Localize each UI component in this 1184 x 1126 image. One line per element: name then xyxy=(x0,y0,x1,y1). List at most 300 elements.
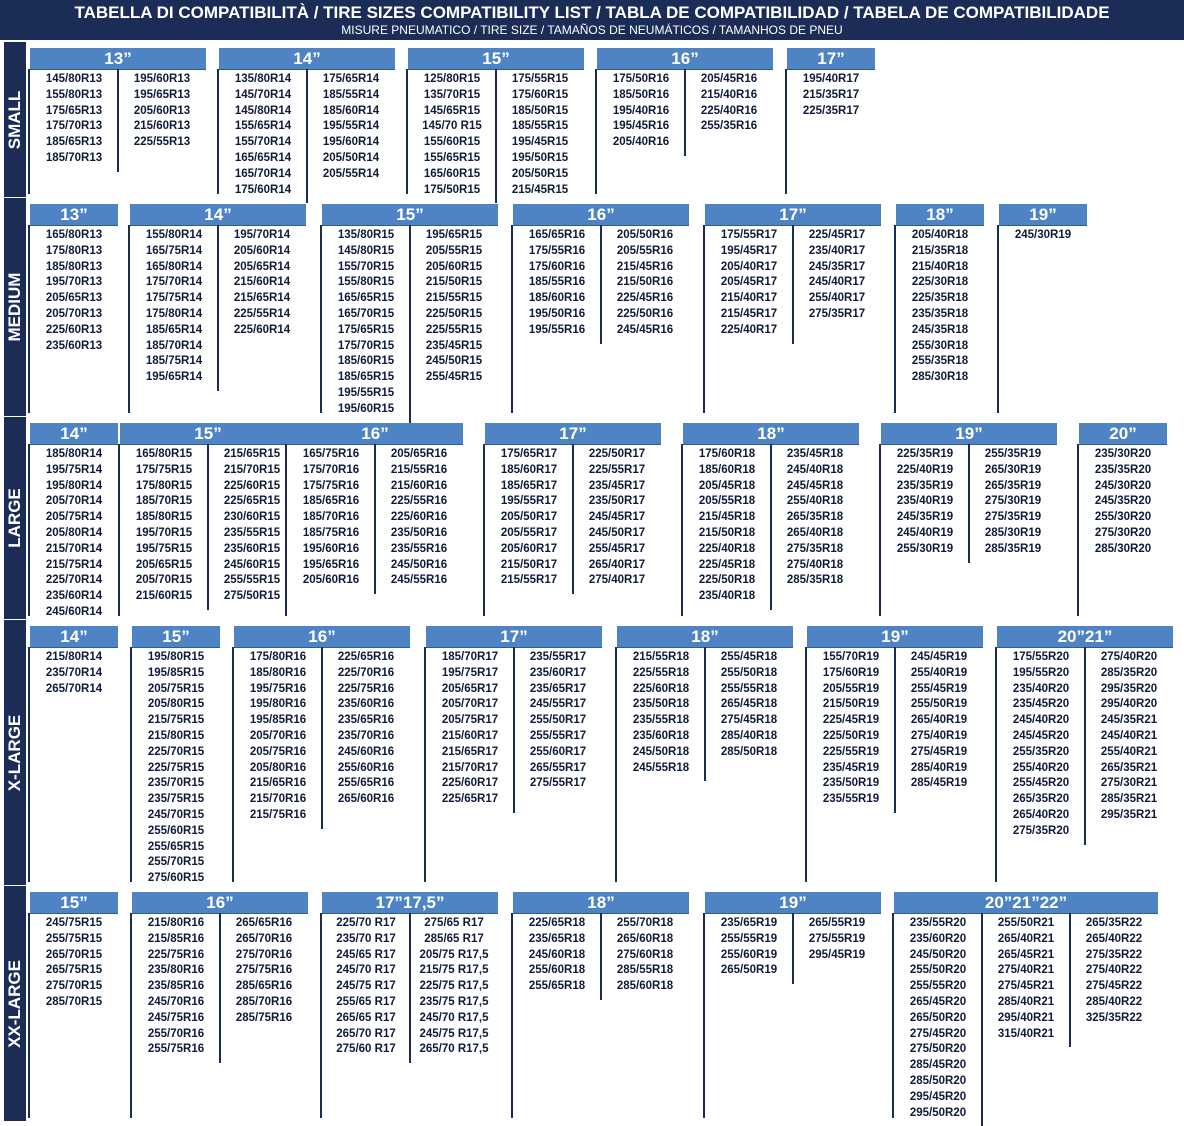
tire-size: 235/40R18 xyxy=(698,590,756,603)
section-label: MEDIUM xyxy=(5,272,24,342)
group-divider xyxy=(130,647,132,882)
rim-size-header: 14” xyxy=(130,204,306,225)
size-column xyxy=(410,913,498,1118)
tire-size: 265/40R19 xyxy=(910,714,968,727)
tire-size: 265/65R16 xyxy=(235,917,293,929)
tire-size: 255/35R20 xyxy=(1012,745,1070,758)
section-label-bar xyxy=(4,42,26,197)
size-column xyxy=(997,647,1085,882)
tire-size: 205/60R14 xyxy=(233,244,291,257)
tire-size: 275/40R19 xyxy=(910,729,968,742)
tire-size: 225/35R19 xyxy=(896,448,954,460)
rim-group xyxy=(705,204,881,413)
page-title: TABELLA DI COMPATIBILITÀ / TIRE SIZES COMPATIBILITY LIST / TABLA DE COMPATIBILIDAD / TABELA DE COMPATIBILIDADE xyxy=(74,3,1110,22)
size-column xyxy=(807,647,895,882)
section-label-bar xyxy=(4,886,26,1121)
tire-size: 205/55R14 xyxy=(322,167,380,180)
group-divider xyxy=(879,444,881,616)
rim-group xyxy=(881,423,1057,616)
tire-size: 175/80R14 xyxy=(145,307,203,320)
tire-size: 205/80R14 xyxy=(45,526,103,539)
size-column xyxy=(793,913,881,1118)
size-columns xyxy=(705,225,881,413)
rim-size-header: 20” xyxy=(1079,423,1167,444)
size-columns xyxy=(787,69,875,194)
column-divider xyxy=(409,913,411,1063)
tire-size: 285/55R18 xyxy=(616,964,674,977)
group-divider xyxy=(28,69,30,194)
tire-size: 135/80R14 xyxy=(234,73,292,85)
size-columns xyxy=(597,69,773,194)
tire-size: 265/55R17 xyxy=(529,761,587,774)
tire-size: 195/40R16 xyxy=(612,104,670,117)
tire-size: 155/80R15 xyxy=(337,276,395,289)
tire-size: 225/65R15 xyxy=(223,495,281,508)
tire-size: 225/45R19 xyxy=(822,714,880,727)
size-column xyxy=(496,69,584,194)
rim-group xyxy=(30,204,118,413)
tire-size: 175/50R15 xyxy=(423,183,481,196)
group-divider xyxy=(785,69,787,194)
tire-size: 145/70 R15 xyxy=(422,120,482,133)
tire-size: 195/85R15 xyxy=(147,666,205,679)
tire-size: 215/55R15 xyxy=(425,292,483,305)
tire-size: 135/80R15 xyxy=(337,229,395,241)
size-column xyxy=(787,69,875,194)
tire-size: 245/75R15 xyxy=(45,917,103,929)
size-columns xyxy=(807,647,983,882)
tire-size: 205/75R16 xyxy=(249,745,307,758)
size-column xyxy=(410,225,498,413)
tire-size: 225/50R15 xyxy=(425,307,483,320)
tire-size: 255/40R19 xyxy=(910,666,968,679)
tire-size: 225/50R19 xyxy=(822,729,880,742)
size-column xyxy=(30,647,118,882)
size-columns xyxy=(881,444,1057,616)
tire-size: 255/40R21 xyxy=(1100,745,1158,758)
tire-size: 255/55R20 xyxy=(909,980,967,993)
tire-size: 245/60R18 xyxy=(528,948,586,961)
tire-size: 245/55R18 xyxy=(632,761,690,774)
tire-size: 165/65R14 xyxy=(234,151,292,164)
rim-group xyxy=(287,423,463,616)
tire-size: 155/60R15 xyxy=(423,136,481,149)
tire-size: 155/70R19 xyxy=(822,651,880,663)
tire-size: 185/60R17 xyxy=(500,463,558,476)
tire-size: 245/40R18 xyxy=(786,463,844,476)
group-divider xyxy=(424,647,426,882)
group-divider xyxy=(703,913,705,1118)
size-column xyxy=(793,225,881,413)
tire-size: 265/55R19 xyxy=(808,917,866,929)
column-divider xyxy=(981,913,983,1126)
tire-size: 165/75R16 xyxy=(302,448,360,460)
tire-size: 295/45R19 xyxy=(808,948,866,961)
tire-size: 195/65R14 xyxy=(145,371,203,384)
tire-size: 235/65R18 xyxy=(528,932,586,945)
tire-size: 285/70R16 xyxy=(235,995,293,1008)
size-column xyxy=(513,225,601,413)
tire-size: 225/70R15 xyxy=(147,745,205,758)
tire-size: 275/35R20 xyxy=(1012,824,1070,837)
rim-group xyxy=(513,892,689,1118)
size-column xyxy=(705,225,793,413)
tire-size: 235/60R14 xyxy=(45,590,103,603)
tire-size: 285/70R15 xyxy=(45,995,103,1008)
size-column xyxy=(597,69,685,194)
size-columns xyxy=(617,647,793,882)
tire-size: 255/70R15 xyxy=(147,856,205,869)
tire-size: 325/35R22 xyxy=(1085,1011,1143,1024)
size-columns xyxy=(896,225,984,413)
tire-size: 245/75 R17,5 xyxy=(419,1027,489,1040)
column-divider xyxy=(409,225,411,423)
size-columns xyxy=(30,444,118,616)
rim-size-header: 13” xyxy=(30,204,118,225)
tire-size: 185/55R14 xyxy=(322,88,380,101)
tire-size: 235/70R15 xyxy=(147,777,205,790)
column-divider xyxy=(117,69,119,172)
tire-size: 185/65R16 xyxy=(302,495,360,508)
tire-size: 175/60R18 xyxy=(698,448,756,460)
group-divider xyxy=(615,647,617,882)
size-columns xyxy=(120,444,296,616)
tire-size: 285/45R19 xyxy=(910,777,968,790)
tire-size: 245/40R20 xyxy=(1012,714,1070,727)
tire-size: 245/35R20 xyxy=(1094,495,1152,508)
tire-size: 155/70R14 xyxy=(234,136,292,149)
column-divider xyxy=(968,444,970,563)
size-column xyxy=(287,444,375,616)
tire-size: 265/65 R17 xyxy=(336,1011,396,1024)
tire-size: 245/30R20 xyxy=(1094,479,1152,492)
tire-size: 285/40R19 xyxy=(910,761,968,774)
tire-size: 245/50R20 xyxy=(909,948,967,961)
tire-size: 195/55R16 xyxy=(528,323,586,336)
size-columns xyxy=(513,225,689,413)
tire-size: 145/70R14 xyxy=(234,88,292,101)
tire-size: 275/60R18 xyxy=(616,948,674,961)
rim-size-header: 17” xyxy=(426,626,602,647)
rim-group xyxy=(219,48,395,194)
rim-size-header: 15” xyxy=(408,48,584,69)
tire-size: 215/75R16 xyxy=(249,808,307,821)
rim-group xyxy=(30,892,118,1118)
tire-size: 195/55R17 xyxy=(500,495,558,508)
tire-size: 285/40R18 xyxy=(720,729,778,742)
tire-size: 255/35R16 xyxy=(700,120,758,133)
tire-size: 275/45R22 xyxy=(1085,980,1143,993)
size-column xyxy=(132,913,220,1118)
size-columns xyxy=(999,225,1087,413)
tire-size: 265/70R15 xyxy=(45,948,103,961)
tire-size: 255/50R18 xyxy=(720,666,778,679)
tire-size: 195/65R13 xyxy=(133,88,191,101)
tire-size: 255/30R20 xyxy=(1094,511,1152,524)
section-small xyxy=(0,42,1184,197)
tire-size: 245/45R18 xyxy=(786,479,844,492)
group-divider xyxy=(406,69,408,194)
tire-size: 265/35R22 xyxy=(1085,917,1143,929)
tire-size: 255/75R15 xyxy=(45,932,103,945)
tire-size: 195/60R14 xyxy=(322,136,380,149)
tire-size: 205/55R17 xyxy=(500,526,558,539)
tire-size: 245/60R16 xyxy=(337,745,395,758)
tire-size: 215/35R17 xyxy=(802,88,860,101)
section-xx-large xyxy=(0,886,1184,1121)
tire-size: 215/55R16 xyxy=(390,463,448,476)
size-columns xyxy=(30,913,118,1118)
tire-size: 215/40R17 xyxy=(720,292,778,305)
tire-size: 255/45R15 xyxy=(425,371,483,384)
tire-size: 205/80R15 xyxy=(147,698,205,711)
tire-size: 215/40R18 xyxy=(911,260,969,273)
group-divider xyxy=(285,444,287,616)
tire-size: 275/45R18 xyxy=(720,714,778,727)
size-column xyxy=(896,225,984,413)
tire-size: 185/70R17 xyxy=(441,651,499,663)
tire-size: 205/75R14 xyxy=(45,511,103,524)
tire-size: 245/40R21 xyxy=(1100,729,1158,742)
column-divider xyxy=(374,444,376,594)
tire-size: 225/60R15 xyxy=(223,479,281,492)
tire-size: 215/45R17 xyxy=(720,307,778,320)
tire-size: 175/80R13 xyxy=(45,244,103,257)
group-divider xyxy=(595,69,597,194)
rim-group xyxy=(485,423,661,616)
tire-size: 225/60R18 xyxy=(632,682,690,695)
tire-size: 195/55R20 xyxy=(1012,666,1070,679)
tire-size: 225/50R16 xyxy=(616,307,674,320)
tire-size: 185/60R14 xyxy=(322,104,380,117)
tire-size: 195/65R16 xyxy=(302,558,360,571)
tire-size: 225/75R15 xyxy=(147,761,205,774)
size-column xyxy=(408,69,496,194)
tire-size: 265/60R18 xyxy=(616,932,674,945)
tire-size: 265/70R14 xyxy=(45,682,103,695)
tire-size: 255/55R15 xyxy=(223,574,281,587)
column-divider xyxy=(219,913,221,1063)
tire-size: 275/30R20 xyxy=(1094,526,1152,539)
tire-size: 175/55R15 xyxy=(511,73,569,85)
tire-size: 145/80R15 xyxy=(337,244,395,257)
tire-size: 265/35R18 xyxy=(786,511,844,524)
tire-size: 125/80R15 xyxy=(423,73,481,85)
tire-size: 255/30R19 xyxy=(896,542,954,555)
tire-size: 295/50R20 xyxy=(909,1106,967,1119)
tire-size: 295/40R21 xyxy=(997,1011,1055,1024)
size-columns xyxy=(30,69,206,194)
size-column xyxy=(118,69,206,194)
tire-size: 235/60R20 xyxy=(909,932,967,945)
tire-size: 255/35R18 xyxy=(911,355,969,368)
rim-group xyxy=(234,626,410,882)
tire-size: 225/60R16 xyxy=(390,511,448,524)
tire-size: 235/85R16 xyxy=(147,980,205,993)
size-column xyxy=(894,913,982,1118)
tire-size: 275/45R20 xyxy=(909,1027,967,1040)
tire-size: 195/75R17 xyxy=(441,666,499,679)
tire-size: 265/40R22 xyxy=(1085,932,1143,945)
tire-size: 215/70R14 xyxy=(45,542,103,555)
tire-size: 315/40R21 xyxy=(997,1027,1055,1040)
tire-size: 235/40R20 xyxy=(1012,682,1070,695)
rim-size-header: 13” xyxy=(30,48,206,69)
tire-size: 275/30R19 xyxy=(984,495,1042,508)
tire-size: 175/70R13 xyxy=(45,120,103,133)
tire-size: 195/70R13 xyxy=(45,276,103,289)
tire-size: 215/40R16 xyxy=(700,88,758,101)
rim-size-header: 14” xyxy=(30,423,118,444)
tire-size: 205/45R17 xyxy=(720,276,778,289)
size-columns xyxy=(132,913,308,1118)
tire-size: 255/60R17 xyxy=(529,745,587,758)
size-column xyxy=(1079,444,1167,616)
size-column xyxy=(705,647,793,882)
group-divider xyxy=(320,913,322,1118)
tire-size: 155/65R14 xyxy=(234,120,292,133)
tire-size: 195/75R15 xyxy=(135,542,193,555)
tire-size: 275/55R19 xyxy=(808,932,866,945)
tire-size: 235/55R17 xyxy=(529,651,587,663)
group-divider xyxy=(1077,444,1079,616)
tire-size: 225/55R17 xyxy=(588,463,646,476)
rim-size-header: 16” xyxy=(597,48,773,69)
size-column xyxy=(322,647,410,882)
rim-group xyxy=(132,626,220,885)
section-medium xyxy=(0,198,1184,416)
tire-size: 275/40R22 xyxy=(1085,964,1143,977)
tire-size: 195/60R16 xyxy=(302,542,360,555)
group-divider xyxy=(995,647,997,882)
tire-size: 235/65R19 xyxy=(720,917,778,929)
tire-size: 295/45R20 xyxy=(909,1090,967,1103)
section-label-bar xyxy=(4,417,26,619)
tire-size: 235/45R18 xyxy=(786,448,844,460)
header-banner xyxy=(0,0,1184,40)
tire-size: 245/75 R17 xyxy=(336,980,396,993)
size-column xyxy=(307,69,395,194)
tire-size: 225/50R18 xyxy=(698,574,756,587)
size-column xyxy=(120,444,208,616)
tire-size: 295/35R20 xyxy=(1100,682,1158,695)
tire-size: 195/60R13 xyxy=(133,73,191,85)
tire-size: 155/80R14 xyxy=(145,229,203,241)
tire-size: 185/55R16 xyxy=(528,276,586,289)
tire-size: 165/65R15 xyxy=(337,292,395,305)
tire-size: 255/70R16 xyxy=(147,1027,205,1040)
tire-size: 205/70R17 xyxy=(441,698,499,711)
tire-size: 265/40R21 xyxy=(997,932,1055,945)
tire-size: 285/35R19 xyxy=(984,542,1042,555)
tire-size: 235/65R17 xyxy=(529,682,587,695)
size-column xyxy=(969,444,1057,616)
group-divider xyxy=(320,225,322,413)
tire-size: 265/30R19 xyxy=(984,463,1042,476)
rim-size-header: 17” xyxy=(485,423,661,444)
size-columns xyxy=(287,444,463,616)
tire-size: 245/40R17 xyxy=(808,276,866,289)
rim-group xyxy=(705,892,881,1118)
section-label-bar xyxy=(4,620,26,885)
tire-size: 225/40R16 xyxy=(700,104,758,117)
tire-size: 205/55R18 xyxy=(698,495,756,508)
rim-size-header: 16” xyxy=(287,423,463,444)
tire-size: 285/40R22 xyxy=(1085,995,1143,1008)
tire-size: 185/70R14 xyxy=(145,339,203,352)
tire-size: 205/60R16 xyxy=(302,574,360,587)
tire-size: 255/60R15 xyxy=(147,824,205,837)
tire-size: 215/70R16 xyxy=(249,793,307,806)
tire-size: 205/65R17 xyxy=(441,682,499,695)
size-column xyxy=(895,647,983,882)
tire-size: 195/55R15 xyxy=(337,386,395,399)
tire-size: 255/50R17 xyxy=(529,714,587,727)
tire-size: 255/50R19 xyxy=(910,698,968,711)
group-divider xyxy=(217,69,219,194)
tire-size: 235/35R19 xyxy=(896,479,954,492)
tire-size: 205/55R15 xyxy=(425,244,483,257)
tire-size: 255/60R16 xyxy=(337,761,395,774)
section-x-large xyxy=(0,620,1184,885)
tire-size: 215/60R15 xyxy=(135,590,193,603)
tire-size: 235/45R19 xyxy=(822,761,880,774)
tire-size: 175/80R15 xyxy=(135,479,193,492)
tire-size: 205/60R13 xyxy=(133,104,191,117)
tire-size: 215/45R18 xyxy=(698,511,756,524)
tire-size: 215/50R19 xyxy=(822,698,880,711)
size-column xyxy=(375,444,463,616)
group-divider xyxy=(483,444,485,616)
size-column xyxy=(514,647,602,882)
tire-size: 195/65R15 xyxy=(425,229,483,241)
size-column xyxy=(485,444,573,616)
tire-size: 225/65R16 xyxy=(337,651,395,663)
tire-size: 235/60R17 xyxy=(529,666,587,679)
tire-size: 265/45R21 xyxy=(997,948,1055,961)
size-column xyxy=(999,225,1087,413)
tire-size: 195/70R14 xyxy=(233,229,291,241)
tire-size: 215/35R18 xyxy=(911,244,969,257)
tire-size: 205/50R17 xyxy=(500,511,558,524)
section-label: SMALL xyxy=(5,90,24,149)
tire-size: 275/40R21 xyxy=(997,964,1055,977)
tire-size: 185/75R14 xyxy=(145,355,203,368)
tire-size: 215/80R15 xyxy=(147,729,205,742)
tire-size: 225/70R14 xyxy=(45,574,103,587)
rim-size-header: 17” xyxy=(705,204,881,225)
column-divider xyxy=(684,69,686,156)
rim-size-header: 19” xyxy=(999,204,1087,225)
rim-group xyxy=(997,626,1173,882)
tire-size: 265/75R15 xyxy=(45,964,103,977)
size-column xyxy=(30,913,118,1118)
tire-size: 255/65R18 xyxy=(528,980,586,993)
tire-size: 155/70R15 xyxy=(337,260,395,273)
size-columns xyxy=(683,444,859,616)
tire-size: 255/40R20 xyxy=(1012,761,1070,774)
section-label: LARGE xyxy=(5,488,24,548)
tire-size: 235/35R18 xyxy=(911,307,969,320)
column-divider xyxy=(495,69,497,203)
tire-size: 195/85R16 xyxy=(249,714,307,727)
tire-size: 215/45R15 xyxy=(511,183,569,196)
tire-size: 195/75R14 xyxy=(45,463,103,476)
column-divider xyxy=(1069,913,1071,1047)
column-divider xyxy=(792,913,794,984)
tire-size: 285/65R16 xyxy=(235,980,293,993)
tire-size: 205/45R18 xyxy=(698,479,756,492)
